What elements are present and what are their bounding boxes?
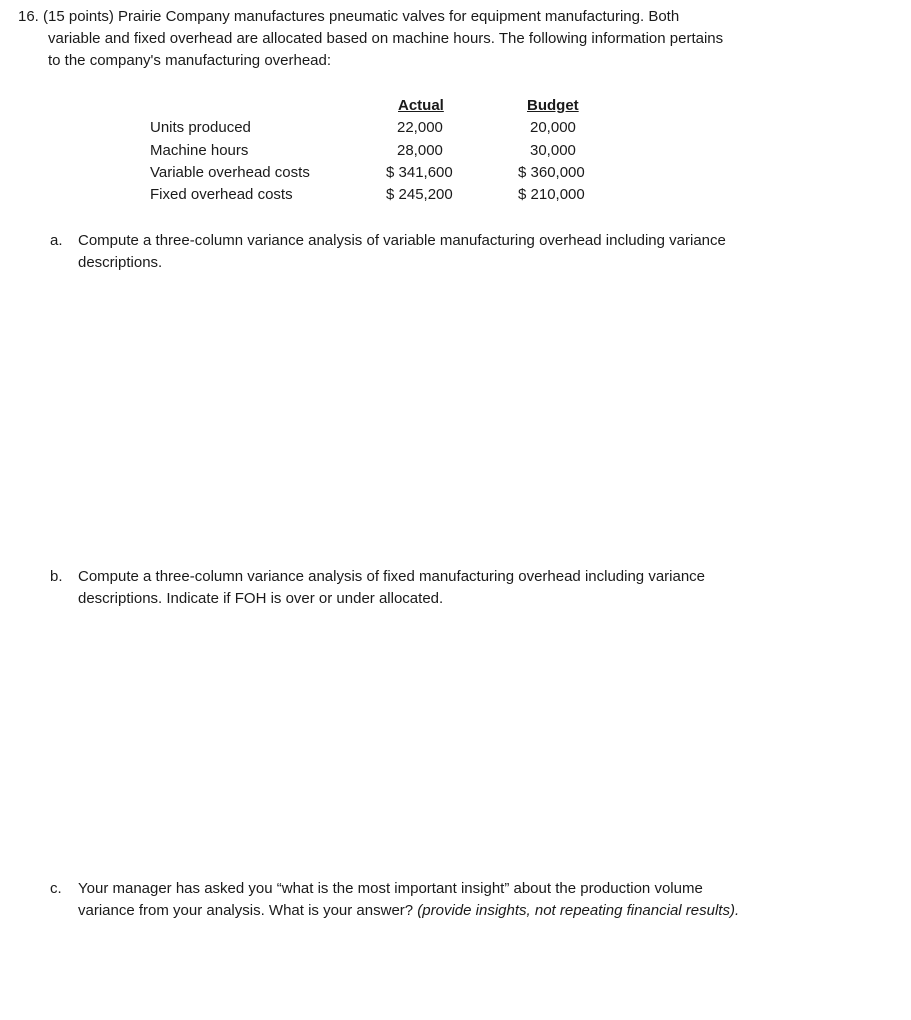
cell-budget-machine-hours: 30,000 (530, 142, 576, 159)
part-a (50, 230, 850, 274)
part-c-line-2-plain: variance from your analysis. What is your answer? (78, 902, 418, 919)
row-label-machine-hours: Machine hours (150, 142, 249, 159)
part-c-line-1: Your manager has asked you “what is the most important insight” about the production volume (78, 880, 703, 897)
part-a-line-2: descriptions. (78, 254, 163, 271)
header-actual: Actual (398, 97, 444, 114)
cell-budget-fixed-overhead: $ 210,000 (518, 186, 585, 203)
question-line-1: 16. (15 points) Prairie Company manufactures pneumatic valves for equipment manufacturing. Both (18, 8, 680, 25)
cell-actual-units-produced: 22,000 (397, 119, 443, 136)
part-b-line-2: descriptions. Indicate if FOH is over or under allocated. (78, 590, 444, 607)
part-b-line-1: Compute a three-column variance analysis of fixed manufacturing overhead including variance (78, 568, 706, 585)
cell-budget-units-produced: 20,000 (530, 119, 576, 136)
cell-actual-machine-hours: 28,000 (397, 142, 443, 159)
part-a-letter: a. (50, 232, 63, 249)
question-line-3: to the company's manufacturing overhead: (48, 52, 332, 69)
cell-actual-fixed-overhead: $ 245,200 (386, 186, 453, 203)
part-a-line-1: Compute a three-column variance analysis of variable manufacturing overhead including variance (78, 232, 726, 249)
header-budget: Budget (527, 97, 579, 114)
part-c-line-2 (78, 900, 850, 922)
question-line-2: variable and fixed overhead are allocated based on machine hours. The following information pertains (48, 30, 724, 47)
row-label-units-produced: Units produced (150, 119, 251, 136)
question-intro (18, 6, 848, 72)
part-b (50, 566, 850, 610)
cell-actual-variable-overhead: $ 341,600 (386, 164, 453, 181)
row-label-fixed-overhead: Fixed overhead costs (150, 186, 293, 203)
cell-budget-variable-overhead: $ 360,000 (518, 164, 585, 181)
part-c (50, 878, 850, 922)
part-c-line-2-italic: (provide insights, not repeating financial results). (417, 902, 740, 919)
row-label-variable-overhead: Variable overhead costs (150, 164, 310, 181)
part-b-letter: b. (50, 568, 63, 585)
part-c-letter: c. (50, 880, 62, 897)
